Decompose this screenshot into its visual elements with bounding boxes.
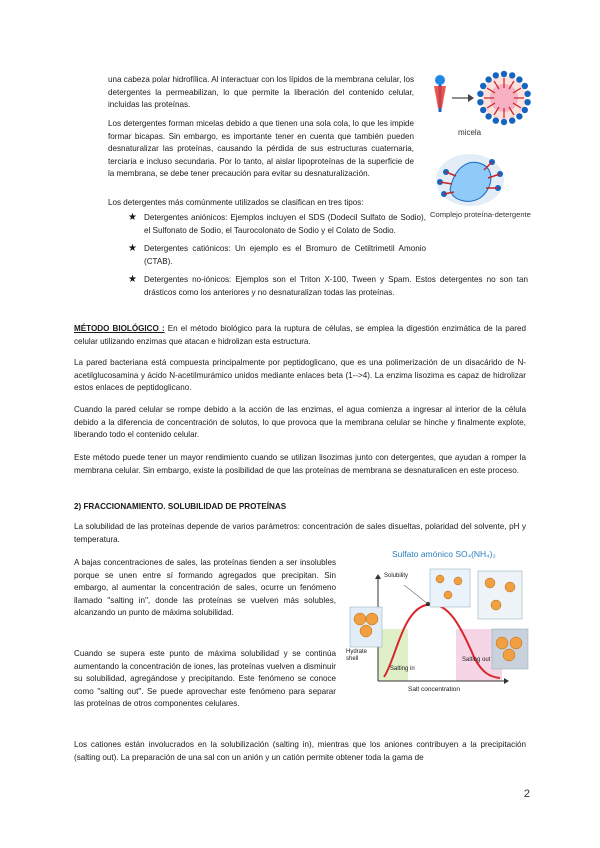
paragraph-7: La solubilidad de las proteínas depende de varios parámetros: concentración de sales disueltas, polaridad del solvente, pH y temperatura. bbox=[74, 522, 526, 544]
complejo-label: Complejo proteína-detergente bbox=[430, 210, 531, 219]
paragraph-6: Este método puede tener un mayor rendimiento cuando se utilizan lisozimas junto con detergentes, que ayudan a romper la membrana celular. Sin embargo, existe la posibilidad de que las proteínas de membrana se desnaturalicen en este proceso. bbox=[74, 453, 526, 475]
paragraph-2: Los detergentes forman micelas debido a que tienen una sola cola, lo que les impide formar bicapas. Sin embargo, es importante tener en cuenta que también pueden desnaturalizar las proteínas, causando la pérdida de sus estructuras cuaternaria, terciaria e incluso secundaria. Por lo tanto, al aislar lipoproteínas de la superficie de la membrana, se debe tener precaución para evitar su desnaturalización. bbox=[108, 119, 414, 179]
list-item: ★ Detergentes catiónicos: Un ejemplo es el Bromuro de Cetiltrimetil Amonio (CTAB). bbox=[128, 243, 426, 266]
list-item: ★ Detergentes aniónicos: Ejemplos incluyen el SDS (Dodecil Sulfato de Sodio), el Sulfonato de Sodio, el Taurocolonato de Sodio y el Colato de Sodio. bbox=[128, 212, 426, 235]
section-heading: 2) FRACCIONAMIENTO. SOLUBILIDAD DE PROTEÍNAS bbox=[74, 502, 287, 511]
solubility-label: Solubility bbox=[384, 573, 409, 579]
salting-figure bbox=[344, 549, 530, 699]
paragraph-5: Cuando la pared celular se rompe debido a la acción de las enzimas, el agua comienza a ingresar al interior de la célula debido a la diferencia de concentración de solutos, lo que provoca que la membrana celular se hinche y finalmente explote, liberando todo el contenido celular. bbox=[74, 405, 526, 440]
hydrate-label: Hydrate shell bbox=[346, 649, 368, 662]
paragraph-4: La pared bacteriana está compuesta principalmente por peptidoglicano, que es una polimerización de un disacárido de N-acetilglucosamina y ácido N-acetilmurámico unidos mediante enlaces beta (1-->4). La enzima lisozima es capaz de hidrolizar estos enlaces de peptidoglicano. bbox=[74, 358, 526, 393]
star-icon: ★ bbox=[128, 274, 137, 285]
paragraph-1: una cabeza polar hidrofílica. Al interactuar con los lípidos de la membrana celular, los detergentes la permeabilizan, lo que permite la liberación del contenido celular, incluidas las proteínas. bbox=[108, 75, 414, 110]
page-number: 2 bbox=[523, 788, 530, 800]
detergent-list bbox=[130, 212, 426, 274]
micelle-diagram bbox=[420, 68, 540, 218]
paragraph-10: Los cationes están involucrados en la solubilización (salting in), mientras que los aniones contribuyen a la precipitación (salting out). La preparación de una sal con un anión y un catión permite obtener toda la gama de bbox=[74, 740, 526, 762]
paragraph-3: Los detergentes más comúnmente utilizados se clasifican en tres tipos: bbox=[108, 198, 364, 207]
figure-title: Sulfato amónico SO₄(NH₄)₂ bbox=[392, 549, 496, 559]
salting-out-label: Salting out bbox=[462, 657, 491, 663]
salting-chart bbox=[344, 549, 530, 699]
salt-concentration-label: Salt concentration bbox=[408, 686, 461, 693]
paragraph-8: A bajas concentraciones de sales, las proteínas tienden a ser insolubles porque se unen entre sí formando agregados que precipitan. Sin embargo, al aumentar la concentración de sales, ocurre un fenómeno llamado "salting in", donde las proteínas se vuelven más solubles, alcanzando un punto de máxima solubilidad. bbox=[74, 558, 336, 618]
star-icon: ★ bbox=[128, 243, 137, 255]
metodo-biologico-paragraph: MÉTODO BIOLÓGICO : En el método biológico para la ruptura de células, se emplea la digestión enzimática de la pared celular utilizando enzimas que atacan e hidrolizan esta estructura. bbox=[74, 324, 526, 346]
detergent-list-continued bbox=[130, 274, 528, 305]
list-item: ★ Detergentes no-iónicos: Ejemplos son el Triton X-100, Tween y Spam. Estos detergentes no son tan drásticos como los anteriores y no desnaturalizan todas las proteínas. bbox=[128, 274, 528, 297]
paragraph-9: Cuando se supera este punto de máxima solubilidad y se continúa aumentando la concentración de iones, las proteínas vuelven a disminuir su solubilidad, agregándose y precipitando. Este fenómeno se conoce como "salting out". Se puede aprovechar este fenómeno para separar las proteínas de otros componentes celulares. bbox=[74, 649, 336, 709]
star-icon: ★ bbox=[128, 212, 137, 223]
micelle-figure bbox=[420, 68, 540, 218]
salting-in-label: Salting in bbox=[390, 666, 415, 672]
metodo-biologico-title: MÉTODO BIOLÓGICO : bbox=[74, 324, 165, 333]
micela-label: micela bbox=[458, 128, 482, 137]
